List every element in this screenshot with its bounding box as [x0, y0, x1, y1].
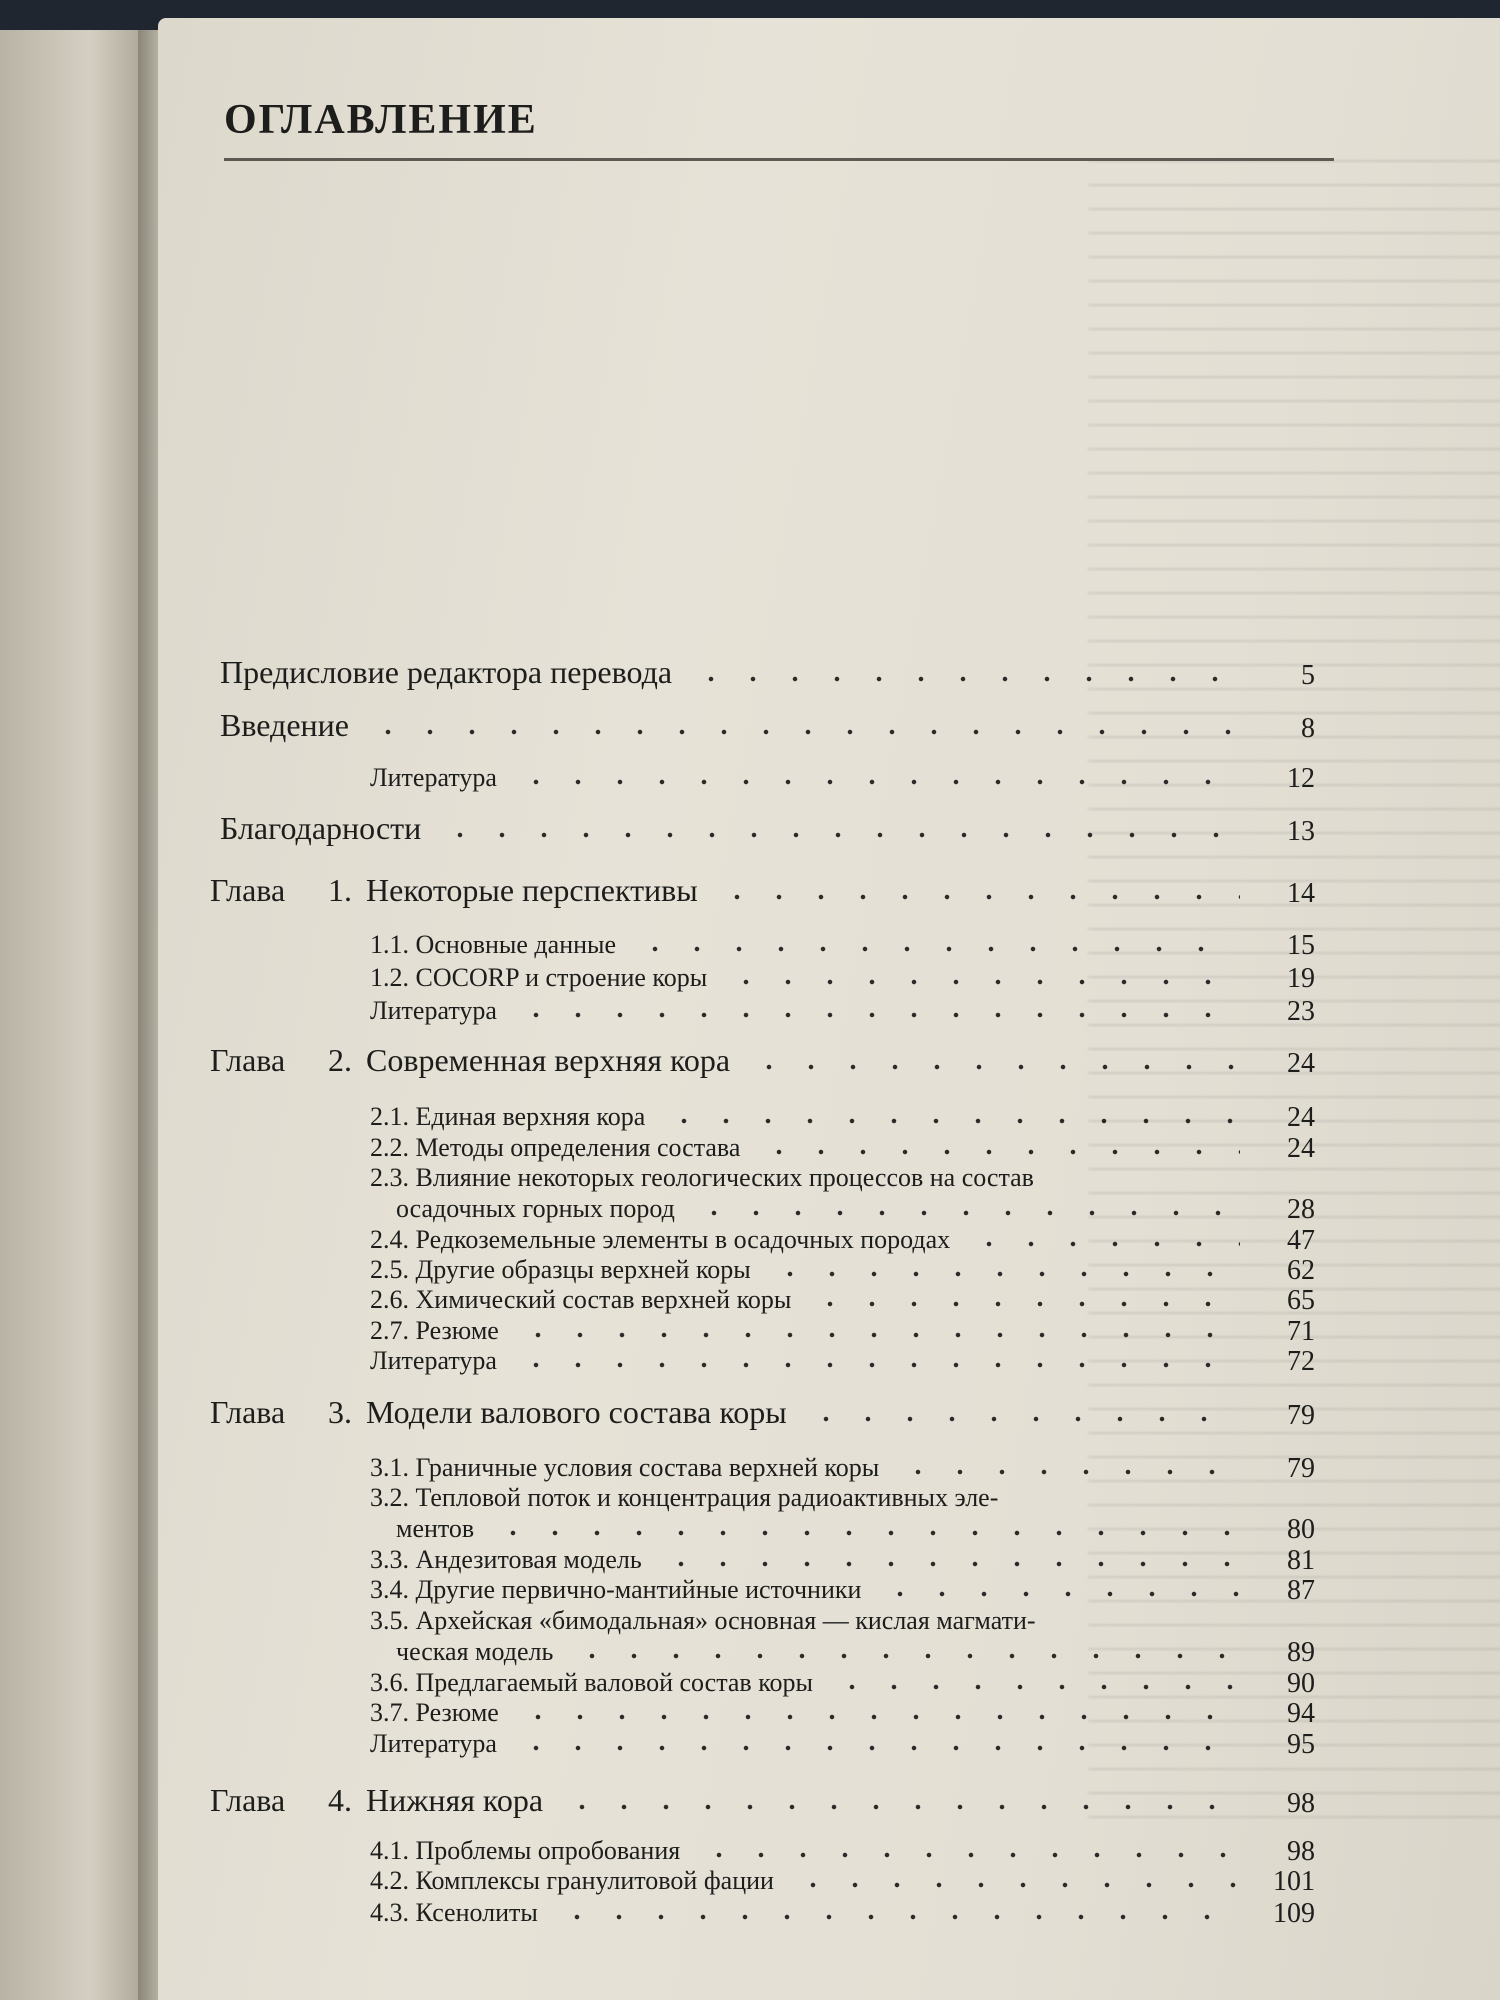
page-number: 12 — [1287, 763, 1315, 794]
chapter-number: 4. — [328, 1782, 352, 1818]
toc-section-entry — [396, 1514, 474, 1544]
leader-dots — [769, 1269, 1240, 1279]
entry-title: 2.3. Влияние некоторых геологических процессов на состав — [370, 1163, 1034, 1192]
toc-section-entry — [370, 1836, 680, 1866]
toc-entry — [220, 707, 349, 744]
toc-chapter-entry — [210, 1394, 787, 1431]
page-number: 28 — [1287, 1194, 1315, 1225]
entry-title: Введение — [220, 707, 349, 743]
page-number: 90 — [1287, 1668, 1315, 1699]
entry-title: Предисловие редактора перевода — [220, 654, 673, 690]
leader-dots — [758, 1147, 1240, 1157]
page-number: 23 — [1287, 996, 1315, 1027]
entry-title: 1.1. Основные данные — [370, 930, 617, 959]
leader-dots — [515, 777, 1240, 787]
entry-title: 2.4. Редкоземельные элементы в осадочных породах — [370, 1225, 951, 1254]
toc-section-entry — [370, 1866, 774, 1896]
leader-dots — [517, 1330, 1240, 1340]
toc-section-entry — [370, 930, 616, 960]
toc-section-entry — [370, 1898, 538, 1928]
leader-dots — [556, 1912, 1240, 1922]
page-title: ОГЛАВЛЕНИЕ — [224, 97, 538, 143]
page-number: 15 — [1287, 930, 1315, 961]
entry-title: 3.1. Граничные условия состава верхней коры — [370, 1453, 880, 1482]
leader-dots — [439, 830, 1240, 840]
entry-title: 3.7. Резюме — [370, 1698, 499, 1727]
page-number: 89 — [1287, 1637, 1315, 1668]
entry-title: Нижняя кора — [366, 1782, 544, 1818]
entry-title: Модели валового состава коры — [366, 1394, 787, 1430]
entry-title: 4.1. Проблемы опробования — [370, 1836, 681, 1865]
toc-section-entry — [370, 1729, 497, 1759]
chapter-label: Глава — [210, 1042, 286, 1078]
toc-section-entry — [370, 1255, 751, 1285]
entry-title: 2.6. Химический состав верхней коры — [370, 1285, 792, 1314]
page-number: 94 — [1287, 1698, 1315, 1729]
page-number: 72 — [1287, 1346, 1315, 1377]
chapter-label: Глава — [210, 1782, 286, 1818]
toc-section-entry — [370, 1668, 813, 1698]
entry-title: 2.5. Другие образцы верхней коры — [370, 1255, 751, 1284]
entry-title: Современная верхняя кора — [366, 1042, 731, 1078]
entry-title: 2.7. Резюме — [370, 1316, 499, 1345]
chapter-label: Глава — [210, 1394, 286, 1430]
leader-dots — [517, 1712, 1240, 1722]
toc-section-entry — [370, 1698, 499, 1728]
entry-title: 3.6. Предлагаемый валовой состав коры — [370, 1668, 813, 1697]
page-number: 62 — [1287, 1255, 1315, 1286]
toc-section-entry — [370, 1133, 740, 1163]
page-number: 5 — [1301, 660, 1315, 691]
entry-title: 3.3. Андезитовая модель — [370, 1545, 642, 1574]
toc-chapter-entry — [210, 1782, 543, 1819]
page-number: 65 — [1287, 1285, 1315, 1316]
toc-section-entry — [370, 1545, 642, 1575]
leader-dots — [367, 727, 1240, 737]
leader-dots — [897, 1467, 1240, 1477]
page-number: 71 — [1287, 1316, 1315, 1347]
page-number: 79 — [1287, 1400, 1315, 1431]
leader-dots — [968, 1239, 1240, 1249]
leader-dots — [792, 1880, 1240, 1890]
page-number: 47 — [1287, 1225, 1315, 1256]
chapter-number: 2. — [328, 1042, 352, 1078]
toc-section-entry — [370, 996, 497, 1026]
toc-section-entry — [370, 1225, 950, 1255]
leader-dots — [693, 1208, 1240, 1218]
page-number: 24 — [1287, 1133, 1315, 1164]
leader-dots — [698, 1850, 1240, 1860]
toc-section-entry — [370, 1483, 998, 1513]
entry-title: ментов — [396, 1514, 475, 1543]
leader-dots — [561, 1802, 1240, 1812]
leader-dots — [879, 1589, 1240, 1599]
leader-dots — [748, 1062, 1240, 1072]
page-number: 79 — [1287, 1453, 1315, 1484]
page-number: 109 — [1273, 1898, 1315, 1929]
toc-section-entry — [370, 1316, 499, 1346]
leader-dots — [663, 1116, 1240, 1126]
entry-title: Благодарности — [220, 810, 422, 846]
toc-section-entry — [370, 963, 707, 993]
toc-entry — [220, 654, 672, 691]
toc-section-entry — [370, 1346, 497, 1376]
entry-title: 3.4. Другие первично-мантийные источники — [370, 1575, 862, 1604]
page-number: 95 — [1287, 1729, 1315, 1760]
entry-title: Некоторые перспективы — [366, 872, 698, 908]
leader-dots — [515, 1360, 1240, 1370]
toc-section-entry — [370, 1285, 791, 1315]
page-number: 13 — [1287, 816, 1315, 847]
page-number: 19 — [1287, 963, 1315, 994]
page-number: 8 — [1301, 713, 1315, 744]
entry-title: Литература — [370, 996, 497, 1025]
toc-section-entry — [370, 1453, 879, 1483]
toc-entry — [220, 810, 421, 847]
toc-section-entry — [396, 1637, 553, 1667]
toc-section-entry — [370, 763, 497, 793]
page-number: 98 — [1287, 1788, 1315, 1819]
toc-section-entry — [370, 1102, 645, 1132]
leader-dots — [515, 1743, 1240, 1753]
toc-section-entry — [370, 1575, 861, 1605]
entry-title: 3.2. Тепловой поток и концентрация радиоактивных эле- — [370, 1483, 999, 1512]
entry-title: 4.2. Комплексы гранулитовой фации — [370, 1866, 774, 1895]
leader-dots — [660, 1559, 1240, 1569]
chapter-label: Глава — [210, 872, 286, 908]
page-number: 81 — [1287, 1545, 1315, 1576]
leader-dots — [634, 944, 1240, 954]
leader-dots — [809, 1299, 1240, 1309]
chapter-number: 3. — [328, 1394, 352, 1430]
toc-chapter-entry — [210, 1042, 730, 1079]
entry-title: Литература — [370, 1346, 497, 1375]
leader-dots — [492, 1528, 1240, 1538]
entry-title: Литература — [370, 1729, 497, 1758]
leader-dots — [515, 1010, 1240, 1020]
page-number: 98 — [1287, 1836, 1315, 1867]
entry-title: Литература — [370, 763, 497, 792]
page-number: 80 — [1287, 1514, 1315, 1545]
toc-chapter-entry — [210, 872, 698, 909]
leader-dots — [690, 674, 1240, 684]
entry-title: 1.2. COCORP и строение коры — [370, 963, 708, 992]
leader-dots — [805, 1414, 1240, 1424]
leader-dots — [716, 892, 1240, 902]
entry-title: 4.3. Ксенолиты — [370, 1898, 538, 1927]
entry-title: 2.2. Методы определения состава — [370, 1133, 741, 1162]
page-number: 101 — [1273, 1866, 1315, 1897]
toc-section-entry — [370, 1606, 1036, 1636]
chapter-number: 1. — [328, 872, 352, 908]
leader-dots — [571, 1651, 1240, 1661]
page-number: 87 — [1287, 1575, 1315, 1606]
entry-title: ческая модель — [396, 1637, 554, 1666]
entry-title: осадочных горных пород — [396, 1194, 675, 1223]
page-number: 14 — [1287, 878, 1315, 909]
page-number: 24 — [1287, 1102, 1315, 1133]
toc-section-entry — [396, 1194, 675, 1224]
leader-dots — [831, 1682, 1240, 1692]
entry-title: 3.5. Архейская «бимодальная» основная — кислая магмати- — [370, 1606, 1036, 1635]
toc-section-entry — [370, 1163, 1034, 1193]
page-number: 24 — [1287, 1048, 1315, 1079]
entry-title: 2.1. Единая верхняя кора — [370, 1102, 646, 1131]
leader-dots — [725, 977, 1240, 987]
